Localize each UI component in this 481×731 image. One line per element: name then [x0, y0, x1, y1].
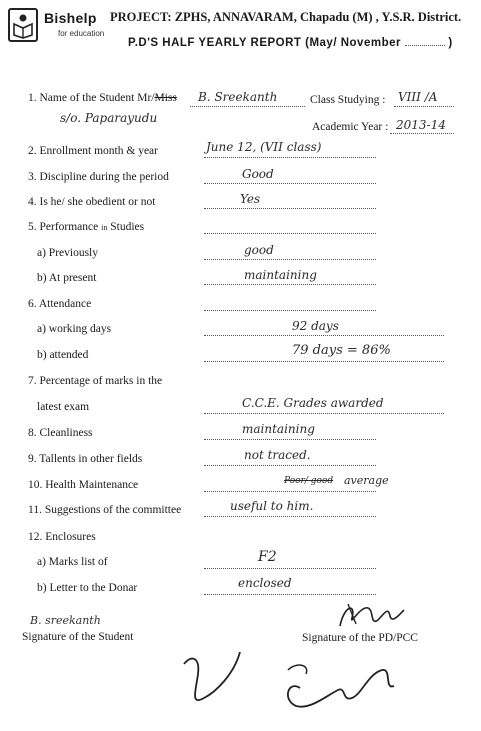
report-title-text: P.D'S HALF YEARLY REPORT (May/ November	[128, 37, 401, 49]
student-signature-label: Signature of the Student	[22, 631, 134, 643]
class-label: Class Studying :	[310, 94, 386, 106]
name-line	[190, 106, 305, 107]
health-line	[204, 491, 376, 492]
year-value: 2013-14	[396, 118, 446, 132]
enroll-line	[204, 157, 376, 158]
name-label-text: 1. Name of the Student Mr/	[28, 92, 155, 104]
talents-value: not traced.	[244, 448, 311, 462]
discipline-value: Good	[242, 167, 274, 181]
discipline-label: 3. Discipline during the period	[28, 171, 169, 183]
discipline-line	[204, 183, 376, 184]
clean-label: 8. Cleanliness	[28, 427, 93, 439]
class-line	[394, 106, 454, 107]
performance-studies: Studies	[110, 221, 145, 233]
report-title-close: )	[448, 37, 453, 49]
enroll-label: 2. Enrollment month & year	[28, 145, 158, 157]
official-signature-scribble	[170, 640, 410, 720]
logo-name: Bishelp	[44, 10, 97, 26]
performance-in: in	[101, 223, 108, 232]
prev-line	[204, 259, 376, 260]
enclosures-label: 12. Enclosures	[28, 531, 96, 543]
letter-line	[204, 594, 376, 595]
attended-label: b) attended	[37, 349, 89, 361]
health-struck: Poor/ good	[284, 476, 334, 486]
bishelp-logo-icon	[8, 8, 38, 42]
present-label: b) At present	[37, 272, 97, 284]
performance-label	[28, 221, 144, 233]
name-miss-struck: Miss	[154, 92, 177, 104]
talents-line	[204, 465, 376, 466]
name-label	[28, 92, 177, 104]
attended-line	[204, 361, 444, 362]
latest-label: latest exam	[37, 401, 90, 413]
working-value: 92 days	[292, 319, 339, 333]
pd-signature-label: Signature of the PD/PCC	[302, 632, 418, 644]
letter-label: b) Letter to the Donar	[37, 582, 138, 594]
year-label: Academic Year :	[312, 121, 389, 133]
prev-label: a) Previously	[37, 247, 99, 259]
prev-value: good	[244, 243, 274, 257]
suggest-value: useful to him.	[230, 499, 314, 513]
performance-line	[204, 233, 376, 234]
latest-line	[204, 413, 444, 414]
health-value: average	[344, 474, 389, 487]
obedient-line	[204, 208, 376, 209]
clean-line	[204, 439, 376, 440]
latest-value: C.C.E. Grades awarded	[242, 396, 384, 410]
marks-label: a) Marks list of	[37, 556, 108, 568]
obedient-value: Yes	[240, 192, 261, 206]
present-value: maintaining	[244, 268, 317, 282]
attended-value: 79 days = 86%	[292, 343, 391, 358]
marks-value: F2	[258, 549, 277, 565]
suggest-line	[204, 516, 376, 517]
report-title-blank	[405, 45, 445, 46]
student-signature: B. sreekanth	[30, 614, 101, 627]
report-title	[128, 37, 453, 49]
name-value: B. Sreekanth	[198, 90, 278, 104]
suggest-label: 11. Suggestions of the committee	[28, 504, 182, 516]
obedient-label: 4. Is he/ she obedient or not	[28, 196, 156, 208]
percent-label: 7. Percentage of marks in the	[28, 375, 163, 387]
project-title: PROJECT: ZPHS, ANNAVARAM, Chapadu (M) , Y.S.R. District.	[110, 10, 462, 24]
parent-value: s/o. Paparayudu	[60, 111, 158, 125]
health-label: 10. Health Maintenance	[28, 479, 139, 491]
working-line	[204, 335, 444, 336]
attendance-label: 6. Attendance	[28, 298, 92, 310]
year-line	[390, 133, 454, 134]
attendance-line	[204, 310, 376, 311]
logo-tagline: for education	[58, 29, 105, 38]
working-label: a) working days	[37, 323, 112, 335]
letter-value: enclosed	[238, 576, 292, 590]
marks-line	[204, 568, 376, 569]
clean-value: maintaining	[242, 422, 315, 436]
talents-label: 9. Tallents in other fields	[28, 453, 143, 465]
enroll-value: June 12, (VII class)	[206, 140, 322, 154]
performance-text: 5. Performance	[28, 221, 99, 233]
class-value: VIII /A	[398, 90, 438, 104]
present-line	[204, 284, 376, 285]
